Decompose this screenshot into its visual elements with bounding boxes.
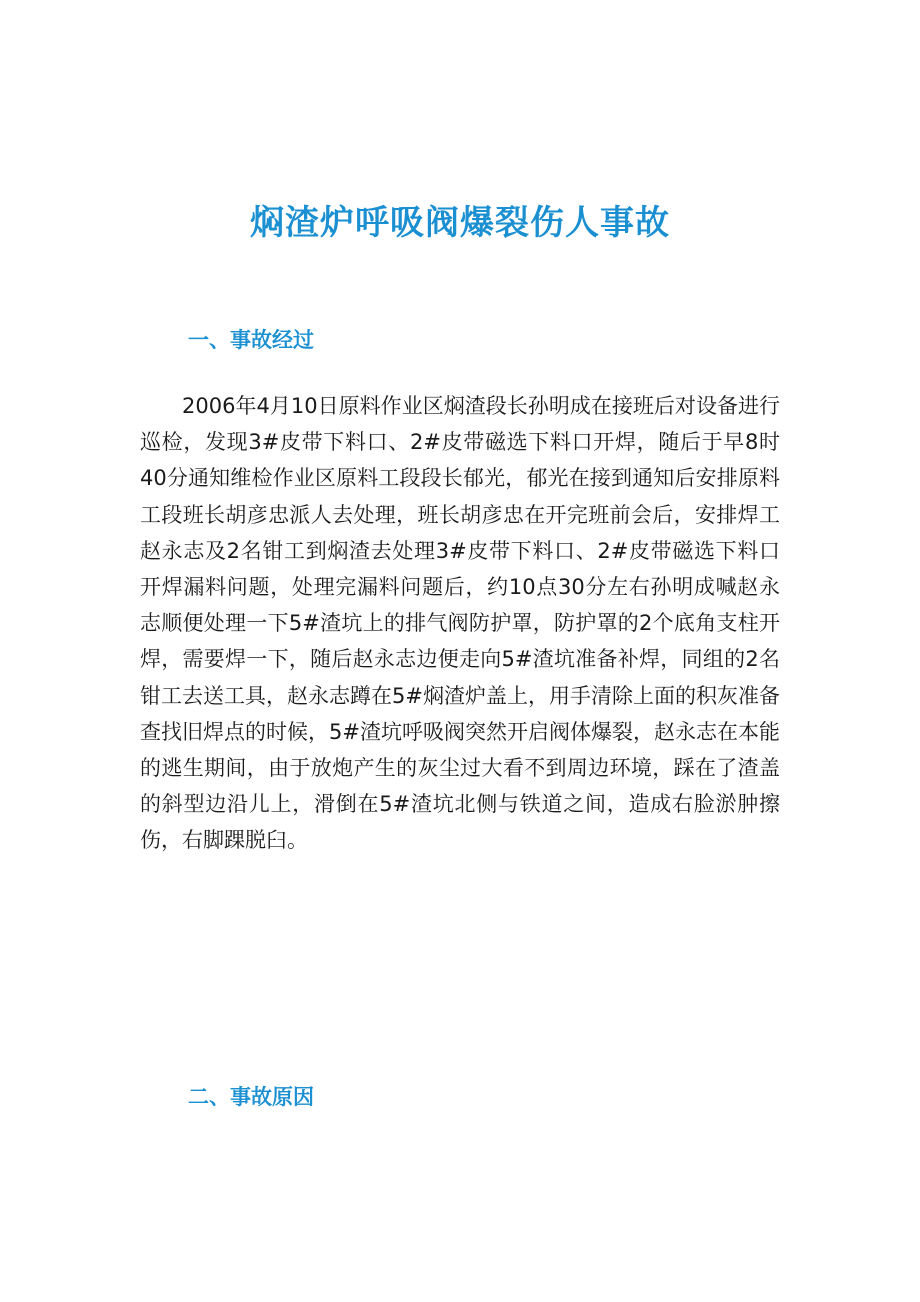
section-heading-accident-process: 一、事故经过 — [188, 328, 314, 352]
document-title: 焖渣炉呼吸阀爆裂伤人事故 — [250, 203, 670, 243]
section-heading-accident-cause: 二、事故原因 — [188, 1085, 314, 1109]
accident-process-paragraph: 2006年4月10日原料作业区焖渣段长孙明成在接班后对设备进行巡检，发现3#皮带下料口、2#皮带磁选下料口开焊，随后于早8时40分通知维检作业区原料工段段长郁光，郁光在接到通知后安排原料工段班长胡彦忠派人去处理，班长胡彦忠在开完班前会后，安排焊工赵永志及2名钳工到焖渣去处理3#皮带下料口、2#皮带磁选下料口开焊漏料问题，处理完漏料问题后，约10点30分左右孙明成喊赵永志顺便处理一下5#渣坑上的排气阀防护罩，防护罩的2个底角支柱开焊，需要焊一下，随后赵永志边便走向5#渣坑准备补焊，同组的2名钳工去送工具，赵永志蹲在5#焖渣炉盖上，用手清除上面的积灰准备查找旧焊点的时候，5#渣坑呼吸阀突然开启阀体爆裂，赵永志在本能的逃生期间，由于放炮产生的灰尘过大看不到周边环境，踩在了渣盖的斜型边沿儿上，滑倒在5#渣坑北侧与铁道之间，造成右脸淤肿擦伤，右脚踝脱臼。 — [140, 394, 780, 853]
